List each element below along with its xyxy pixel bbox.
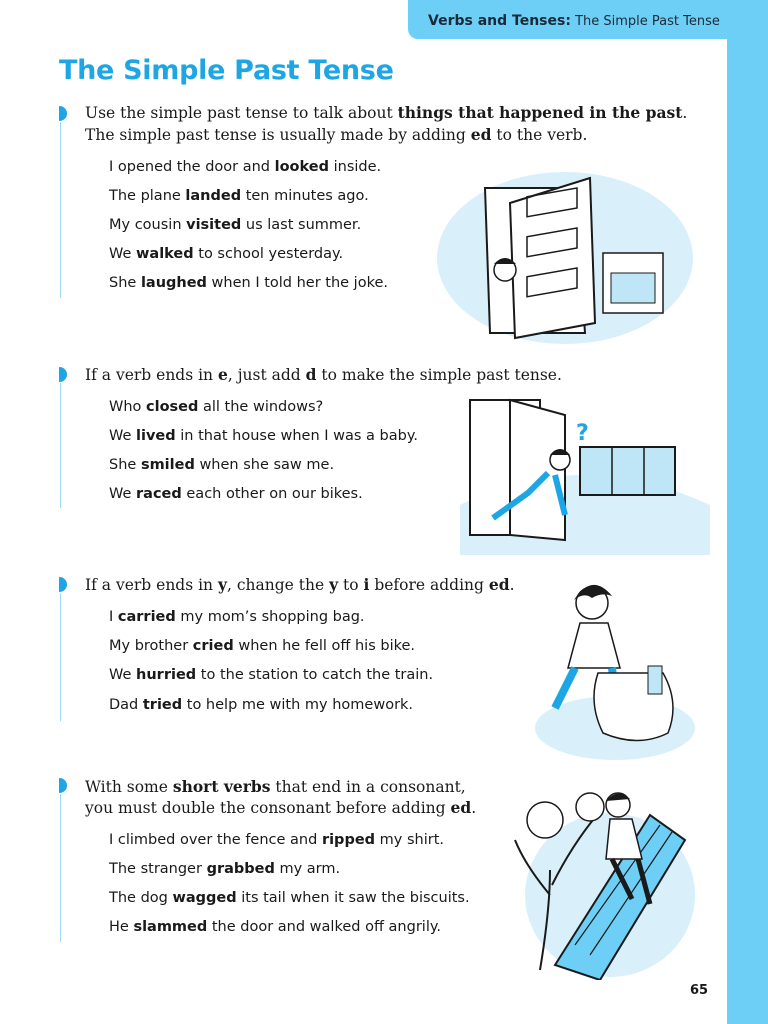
example-sentence: The dog wagged its tail when it saw the biscuits.: [109, 890, 470, 906]
example-sentence: Dad tried to help me with my homework.: [109, 697, 414, 713]
example-sentence: We lived in that house when I was a baby.: [109, 428, 418, 444]
example-sentence: Who closed all the windows?: [109, 399, 324, 415]
section-marker: [59, 367, 67, 382]
illustration-boy-peeking-door: [435, 158, 700, 348]
example-sentence: I opened the door and looked inside.: [109, 159, 382, 175]
header-topic: Verbs and Tenses:: [428, 13, 571, 29]
rule-line: If a verb ends in y, change the y to i before adding ed.: [85, 575, 515, 594]
example-sentence: He slammed the door and walked off angrily.: [109, 919, 441, 935]
example-sentence: The stranger grabbed my arm.: [109, 861, 341, 877]
example-sentence: I carried my mom’s shopping bag.: [109, 609, 365, 625]
illustration-boy-climbing-fence: [500, 785, 700, 980]
illustration-girl-carrying-bag: [530, 578, 700, 763]
header-subtopic: The Simple Past Tense: [575, 14, 720, 29]
rule-line: The simple past tense is usually made by adding ed to the verb.: [85, 125, 588, 144]
rule-line: Use the simple past tense to talk about things that happened in the past.: [85, 103, 688, 122]
section-rule-line: [60, 593, 61, 721]
page-number: 65: [690, 983, 709, 998]
page-title: The Simple Past Tense: [59, 55, 394, 86]
section-marker: [59, 106, 67, 121]
example-sentence: We hurried to the station to catch the train.: [109, 667, 434, 683]
illustration-girl-closing-windows: [460, 395, 710, 555]
example-sentence: My cousin visited us last summer.: [109, 217, 362, 233]
section-marker: [59, 577, 67, 592]
example-sentence: She laughed when I told her the joke.: [109, 275, 388, 291]
side-color-strip: [727, 0, 768, 1024]
rule-line: If a verb ends in e, just add d to make the simple past tense.: [85, 365, 562, 384]
example-sentence: The plane landed ten minutes ago.: [109, 188, 369, 204]
rule-line: With some short verbs that end in a consonant,: [85, 777, 466, 796]
example-sentence: She smiled when she saw me.: [109, 457, 335, 473]
section-rule-line: [60, 794, 61, 942]
svg-text:?: ?: [576, 421, 589, 446]
running-header: [428, 13, 720, 29]
rule-line: you must double the consonant before adding ed.: [85, 798, 477, 817]
example-sentence: My brother cried when he fell off his bike.: [109, 638, 416, 654]
section-rule-line: [60, 122, 61, 298]
example-sentence: We walked to school yesterday.: [109, 246, 344, 262]
section-marker: [59, 778, 67, 793]
section-rule-line: [60, 383, 61, 508]
example-sentence: I climbed over the fence and ripped my shirt.: [109, 832, 444, 848]
example-sentence: We raced each other on our bikes.: [109, 486, 363, 502]
